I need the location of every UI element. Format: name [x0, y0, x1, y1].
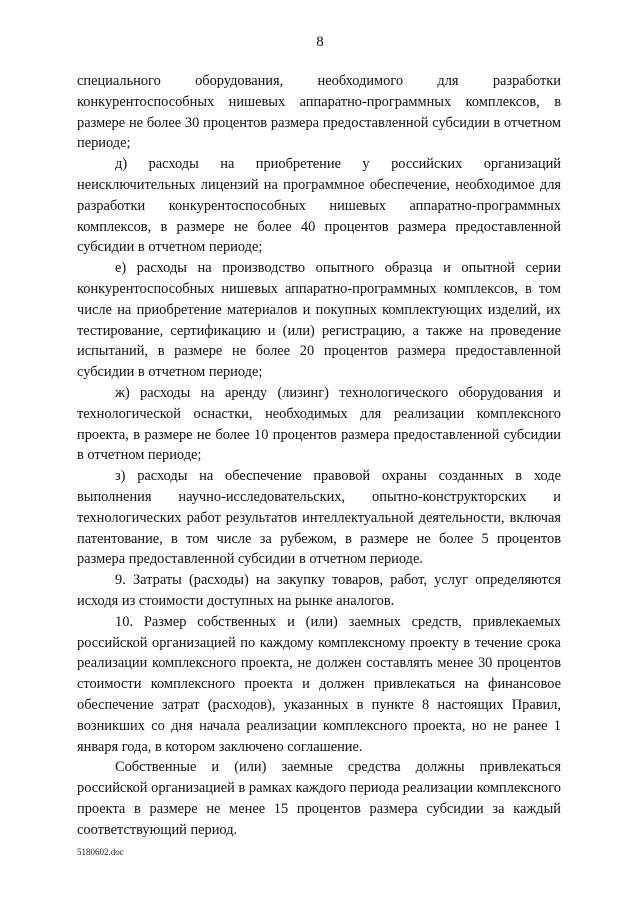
footer-filename: 5180602.doc	[77, 847, 124, 857]
page-number: 8	[316, 34, 324, 50]
paragraph-item-z-legal-protection: з) расходы на обеспечение правовой охраны созданных в ходе выполнения научно-исследовательских, опытно-конструкторских и технологических работ результатов интеллектуальной деятельности, включая патентование, в том числе за рубежом, в размере не более 5 процентов размера предоставленной субсидии в отчетном периоде.	[77, 468, 561, 568]
document-body	[77, 71, 561, 840]
paragraph-item-zh-leasing: ж) расходы на аренду (лизинг) технологического оборудования и технологической оснастки, необходимых для реализации комплексного проекта, в размере не более 10 процентов размера предоставленной субсидии в отчетном периоде;	[77, 384, 561, 464]
paragraph-item-d-licenses: д) расходы на приобретение у российских организаций неисключительных лицензий на программное обеспечение, необходимое для разработки конкурентоспособных нишевых аппаратно-программных комплексов, в размере не более 40 процентов размера предоставленной субсидии в отчетном периоде;	[77, 156, 561, 256]
paragraph-equipment-continuation: специального оборудования, необходимого для разработки конкурентоспособных нишевых аппаратно-программных комплексов, в размере не более 30 процентов размера предоставленной субсидии в отчетном периоде;	[77, 73, 561, 152]
paragraph-clause-9: 9. Затраты (расходы) на закупку товаров, работ, услуг определяются исходя из стоимости доступных на рынке аналогов.	[77, 572, 561, 609]
paragraph-item-e-prototype: е) расходы на производство опытного образца и опытной серии конкурентоспособных нишевых аппаратно-программных комплексов, в том числе на приобретение материалов и покупных комплектующих изделий, их тестирование, сертификацию и (или) регистрацию, а также на проведение испытаний, в размере не более 20 процентов размера предоставленной субсидии в отчетном периоде;	[77, 260, 561, 381]
paragraph-clause-10: 10. Размер собственных и (или) заемных средств, привлекаемых российской организацией по каждому комплексному проекту в течение срока реализации комплексного проекта, не должен составлять менее 30 процентов стоимости комплексного проекта и должен привлекаться на финансовое обеспечение затрат (расходов), указанных в пункте 8 настоящих Правил, возникших со дня начала реализации комплексного проекта, но не ранее 1 января года, в котором заключено соглашение.	[77, 613, 561, 755]
paragraph-own-funds: Собственные и (или) заемные средства должны привлекаться российской организацией в рамках каждого периода реализации комплексного проекта в размере не менее 15 процентов размера субсидии за каждый соответствующий период.	[77, 759, 561, 838]
